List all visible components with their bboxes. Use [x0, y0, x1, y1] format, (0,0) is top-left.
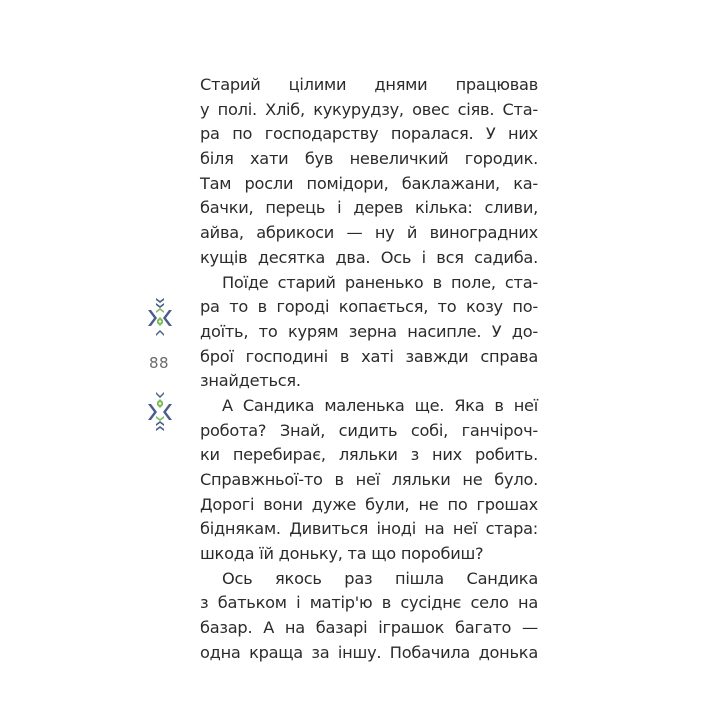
body-text [200, 73, 538, 666]
folk-ornament-icon [147, 390, 173, 434]
folk-ornament-icon [147, 296, 173, 340]
text-line: з батьком і матір'ю в сусіднє село на [200, 593, 538, 613]
text-line: Справжньої-то в неї ляльки не було. [200, 470, 538, 489]
text-line: бачки, перець і дерев кілька: сливи, [200, 198, 538, 218]
text-line: одна краща за іншу. Побачила донька [200, 642, 538, 662]
text-line: шкода їй доньку, та що поробиш? [200, 544, 484, 564]
text-line: брої господині в хаті завжди справа [200, 346, 538, 366]
text-line: ра то в городі копається, то козу по- [200, 297, 538, 317]
text-line: у полі. Хліб, кукурудзу, овес сіяв. Ста- [200, 99, 538, 119]
page-number: 88 [148, 354, 170, 372]
text-line: ра по господарству поралася. У них [200, 124, 538, 144]
text-line: доїть, то курям зерна насипле. У до- [200, 321, 538, 341]
text-line: знайдеться. [200, 371, 301, 391]
text-line: базар. А на базарі іграшок багато — [200, 618, 538, 638]
page-margin [135, 290, 183, 440]
text-line: Старий цілими днями працював [200, 75, 538, 94]
text-line: робота? Знай, сидить собі, ганчіроч- [200, 420, 538, 440]
text-line: Там росли помідори, баклажани, ка- [200, 173, 538, 193]
text-line: Ось якось раз пішла Сандика [222, 568, 538, 588]
text-line: ки перебирає, ляльки з них робить. [200, 445, 538, 465]
text-line: Поїде старий раненько в поле, ста- [222, 272, 538, 292]
text-line: біднякам. Дивиться іноді на неї стара: [200, 519, 538, 539]
text-line: Дорогі вони дуже були, не по грошах [200, 494, 538, 514]
text-line: айва, абрикоси — ну й виноградних [200, 223, 538, 243]
text-line: біля хати був невеличкий городик. [200, 149, 538, 169]
text-line: А Сандика маленька ще. Яка в неї [222, 395, 538, 415]
text-line: кущів десятка два. Ось і вся садиба. [200, 247, 538, 267]
